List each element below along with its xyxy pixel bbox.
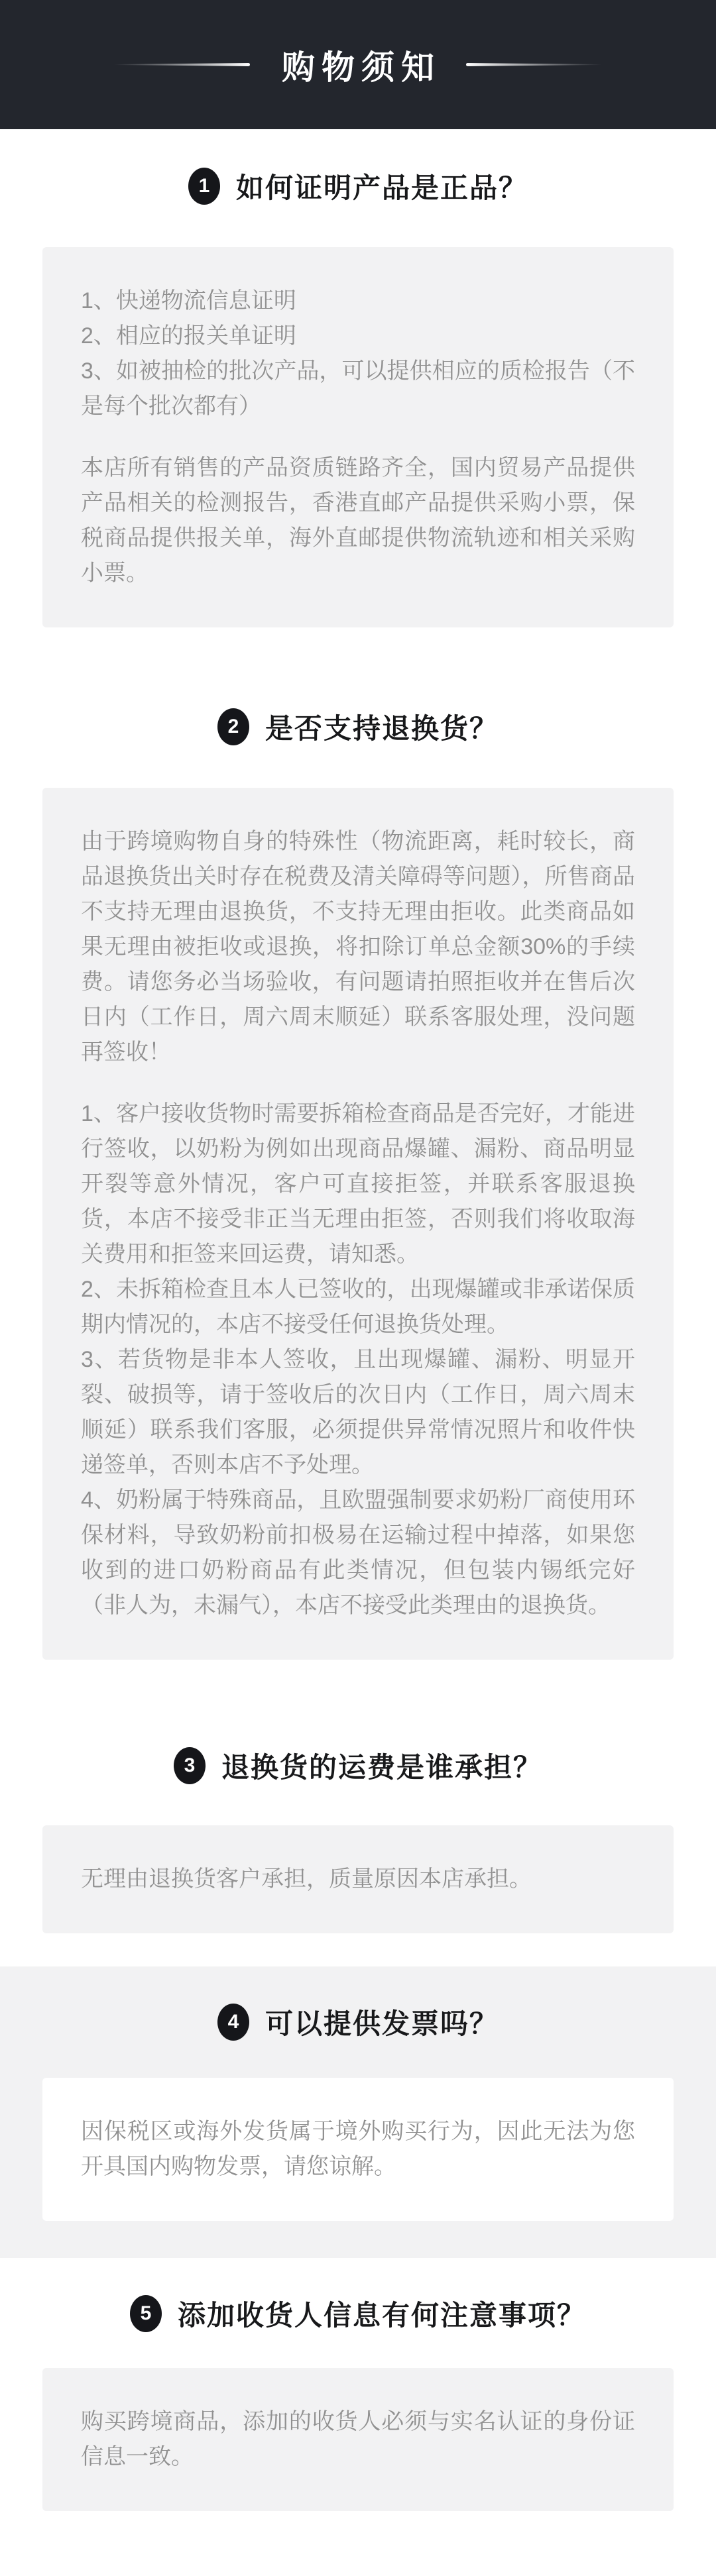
section-4-heading: 可以提供发票吗？ (265, 2008, 499, 2039)
section-1-number-badge: 1 (188, 168, 220, 205)
notice-paragraph: 1、客户接收货物时需要拆箱检查商品是否完好，才能进行签收，以奶粉为例如出现商品爆罐、漏粉、商品明显开裂等意外情况，客户可直接拒签，并联系客服退换货，本店不接受非正当无理由拒签，否则我们将收取海关费用和拒签来回运费，请知悉。 (81, 1101, 635, 1267)
section-3-title (0, 1747, 716, 1784)
section-1-heading: 如何证明产品是正品？ (235, 172, 528, 203)
section-2-heading: 是否支持退换货？ (265, 713, 499, 744)
notice-paragraph: 1、快递物流信息证明 (81, 288, 296, 313)
section-5-title (0, 2295, 716, 2332)
notice-paragraph: 由于跨境购物自身的特殊性（物流距离，耗时较长，商品退换货出关时存在税费及清关障碍等问题），所售商品不支持无理由退换货，不支持无理由拒收。此类商品如果无理由被拒收或退换，将扣除订单总金额30%的手续费。请您务必当场验收，有问题请拍照拒收并在售后次日内（工作日，周六周末顺延）联系客服处理，没问题再签收！ (81, 829, 635, 1065)
section-5-heading: 添加收货人信息有何注意事项？ (177, 2300, 586, 2331)
section-4-notice-box (42, 2078, 674, 2221)
section-4-number-badge: 4 (217, 2004, 249, 2041)
notice-paragraph: 2、相应的报关单证明 (81, 323, 296, 349)
notice-paragraph: 4、奶粉属于特殊商品，且欧盟强制要求奶粉厂商使用环保材料，导致奶粉前扣极易在运输过程中掉落，如果您收到的进口奶粉商品有此类情况，但包装内锡纸完好（非人为，未漏气），本店不接受此类理由的退换货。 (81, 1487, 635, 1618)
section-4-band (0, 1966, 716, 2258)
notice-paragraph: 3、若货物是非本人签收，且出现爆罐、漏粉、明显开裂、破损等，请于签收后的次日内（工作日，周六周末顺延）联系我们客服，必须提供异常情况照片和收件快递签单，否则本店不予处理。 (81, 1347, 635, 1477)
section-4-title (0, 2004, 716, 2041)
page-banner (0, 0, 716, 129)
section-3-heading: 退换货的运费是谁承担？ (221, 1752, 542, 1783)
section-1-notice-box (42, 247, 674, 627)
section-3-number-badge: 3 (174, 1747, 206, 1784)
section-5-notice-box (42, 2368, 674, 2511)
notice-paragraph: 本店所有销售的产品资质链路齐全，国内贸易产品提供产品相关的检测报告，香港直邮产品提供采购小票，保税商品提供报关单，海外直邮提供物流轨迹和相关采购小票。 (81, 455, 635, 586)
notice-paragraph: 购买跨境商品，添加的收货人必须与实名认证的身份证信息一致。 (81, 2409, 635, 2469)
notice-paragraph: 因保税区或海外发货属于境外购买行为，因此无法为您开具国内购物发票，请您谅解。 (81, 2119, 635, 2179)
section-1-title (0, 168, 716, 205)
notice-paragraph: 无理由退换货客户承担，质量原因本店承担。 (81, 1866, 532, 1892)
section-2-notice-box (42, 788, 674, 1660)
banner-line-right (466, 63, 602, 66)
notice-paragraph: 2、未拆箱检查且本人已签收的，出现爆罐或非承诺保质期内情况的，本店不接受任何退换货处理。 (81, 1277, 635, 1337)
section-5-number-badge: 5 (130, 2295, 162, 2332)
section-2-title (0, 708, 716, 745)
section-3-notice-box (42, 1825, 674, 1933)
banner-line-left (114, 63, 250, 66)
notice-paragraph: 3、如被抽检的批次产品，可以提供相应的质检报告（不是每个批次都有） (81, 358, 635, 419)
section-2-number-badge: 2 (217, 708, 249, 745)
page-title: 购物须知 (282, 48, 441, 86)
